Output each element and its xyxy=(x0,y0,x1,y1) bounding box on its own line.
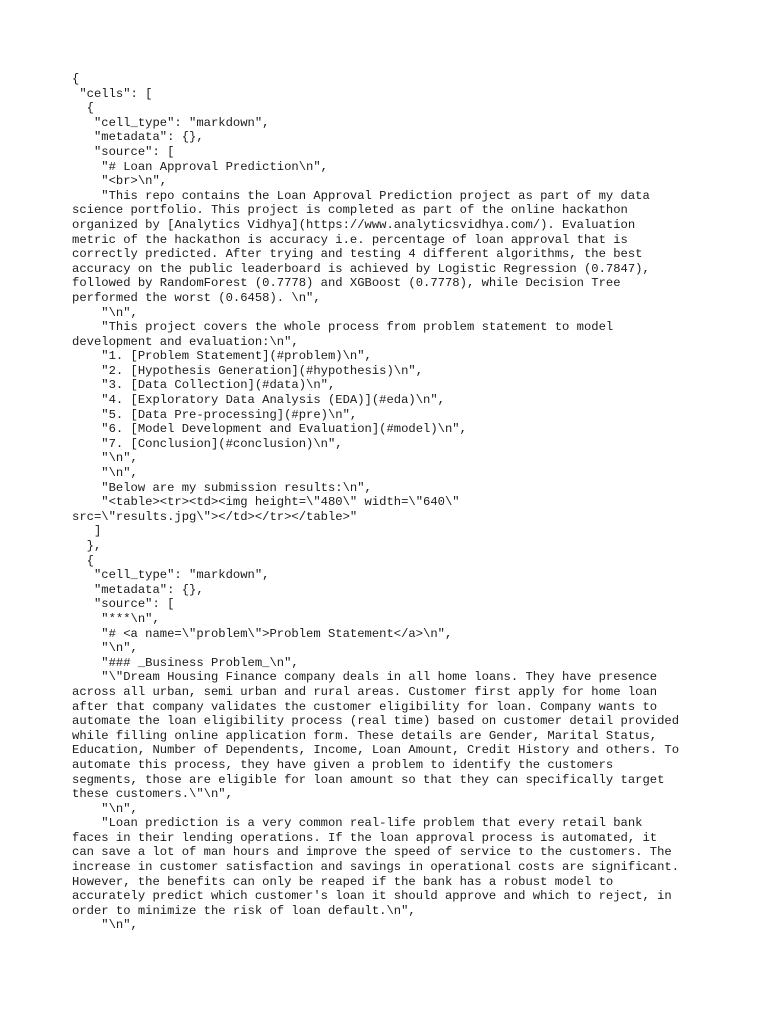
text-line: "metadata": {}, xyxy=(72,582,204,597)
text-line: "\n", xyxy=(72,466,138,481)
text-line: "\n", xyxy=(72,451,138,466)
text-line: However, the benefits can only be reaped if the bank has a robust model to xyxy=(72,874,614,889)
text-line: Education, Number of Dependents, Income, Loan Amount, Credit History and others. To xyxy=(72,743,680,758)
text-line: "# <a name=\"problem\">Problem Statement</a>\n", xyxy=(72,626,453,641)
text-line: accuracy on the public leaderboard is achieved by Logistic Regression (0.7847), xyxy=(72,261,650,276)
text-line: "\n", xyxy=(72,801,138,816)
text-line: "# Loan Approval Prediction\n", xyxy=(72,159,328,174)
text-line: "7. [Conclusion](#conclusion)\n", xyxy=(72,436,343,451)
text-line: "2. [Hypothesis Generation](#hypothesis)\n", xyxy=(72,363,424,378)
text-line: src=\"results.jpg\"></td></tr></table>" xyxy=(72,509,358,524)
text-line: while filling online application form. These details are Gender, Marital Status, xyxy=(72,728,658,743)
text-line: increase in customer satisfaction and savings in operational costs are significant. xyxy=(72,860,680,875)
text-line: "1. [Problem Statement](#problem)\n", xyxy=(72,349,372,364)
text-line: "source": [ xyxy=(72,597,175,612)
text-line: "source": [ xyxy=(72,144,175,159)
text-line: "metadata": {}, xyxy=(72,130,204,145)
text-line: faces in their lending operations. If the loan approval process is automated, it xyxy=(72,830,658,845)
text-line: { xyxy=(72,72,80,86)
text-line: development and evaluation:\n", xyxy=(72,334,299,349)
text-line: "cell_type": "markdown", xyxy=(72,115,270,130)
text-line: performed the worst (0.6458). \n", xyxy=(72,290,321,305)
text-line: "<table><tr><td><img height=\"480\" width=\"640\" xyxy=(72,495,460,510)
text-line: metric of the hackathon is accuracy i.e. percentage of loan approval that is xyxy=(72,232,628,247)
text-line: "\"Dream Housing Finance company deals in all home loans. They have presence xyxy=(72,670,658,685)
text-line: these customers.\"\n", xyxy=(72,787,233,802)
text-line: "\n", xyxy=(72,305,138,320)
text-line: segments, those are eligible for loan amount so that they can specifically target xyxy=(72,772,665,787)
text-line: across all urban, semi urban and rural areas. Customer first apply for home loan xyxy=(72,684,658,699)
text-line: automate the loan eligibility process (real time) based on customer detail provided xyxy=(72,714,680,729)
text-line: { xyxy=(72,101,94,116)
text-line: "\n", xyxy=(72,641,138,656)
text-line: "This repo contains the Loan Approval Prediction project as part of my data xyxy=(72,188,650,203)
notebook-json-text xyxy=(72,72,712,933)
text-line: "6. [Model Development and Evaluation](#model)\n", xyxy=(72,422,467,437)
text-line: "4. [Exploratory Data Analysis (EDA)](#eda)\n", xyxy=(72,393,445,408)
text-line: after that company validates the customer eligibility for loan. Company wants to xyxy=(72,699,658,714)
text-line: science portfolio. This project is completed as part of the online hackathon xyxy=(72,203,628,218)
text-line: "Below are my submission results:\n", xyxy=(72,480,372,495)
text-line: "cell_type": "markdown", xyxy=(72,568,270,583)
text-line: organized by [Analytics Vidhya](https://www.analyticsvidhya.com/). Evaluation xyxy=(72,217,636,232)
text-line: "5. [Data Pre-processing](#pre)\n", xyxy=(72,407,358,422)
text-line: "<br>\n", xyxy=(72,174,168,189)
text-line: "\n", xyxy=(72,918,138,933)
text-line: correctly predicted. After trying and testing 4 different algorithms, the best xyxy=(72,247,643,262)
text-line: "3. [Data Collection](#data)\n", xyxy=(72,378,336,393)
text-line: order to minimize the risk of loan default.\n", xyxy=(72,903,416,918)
text-line: "This project covers the whole process from problem statement to model xyxy=(72,320,614,335)
text-line: "Loan prediction is a very common real-life problem that every retail bank xyxy=(72,816,643,831)
text-line: "### _Business Problem_\n", xyxy=(72,655,299,670)
text-line: accurately predict which customer's loan it should approve and which to reject, in xyxy=(72,889,672,904)
text-line: "***\n", xyxy=(72,611,160,626)
text-line: followed by RandomForest (0.7778) and XGBoost (0.7778), while Decision Tree xyxy=(72,276,621,291)
text-line: can save a lot of man hours and improve the speed of service to the customers. The xyxy=(72,845,672,860)
text-line: automate this process, they have given a problem to identify the customers xyxy=(72,757,614,772)
text-line: ] xyxy=(72,524,102,539)
text-line: "cells": [ xyxy=(72,86,153,101)
text-line: }, xyxy=(72,539,102,553)
text-line: { xyxy=(72,553,94,568)
